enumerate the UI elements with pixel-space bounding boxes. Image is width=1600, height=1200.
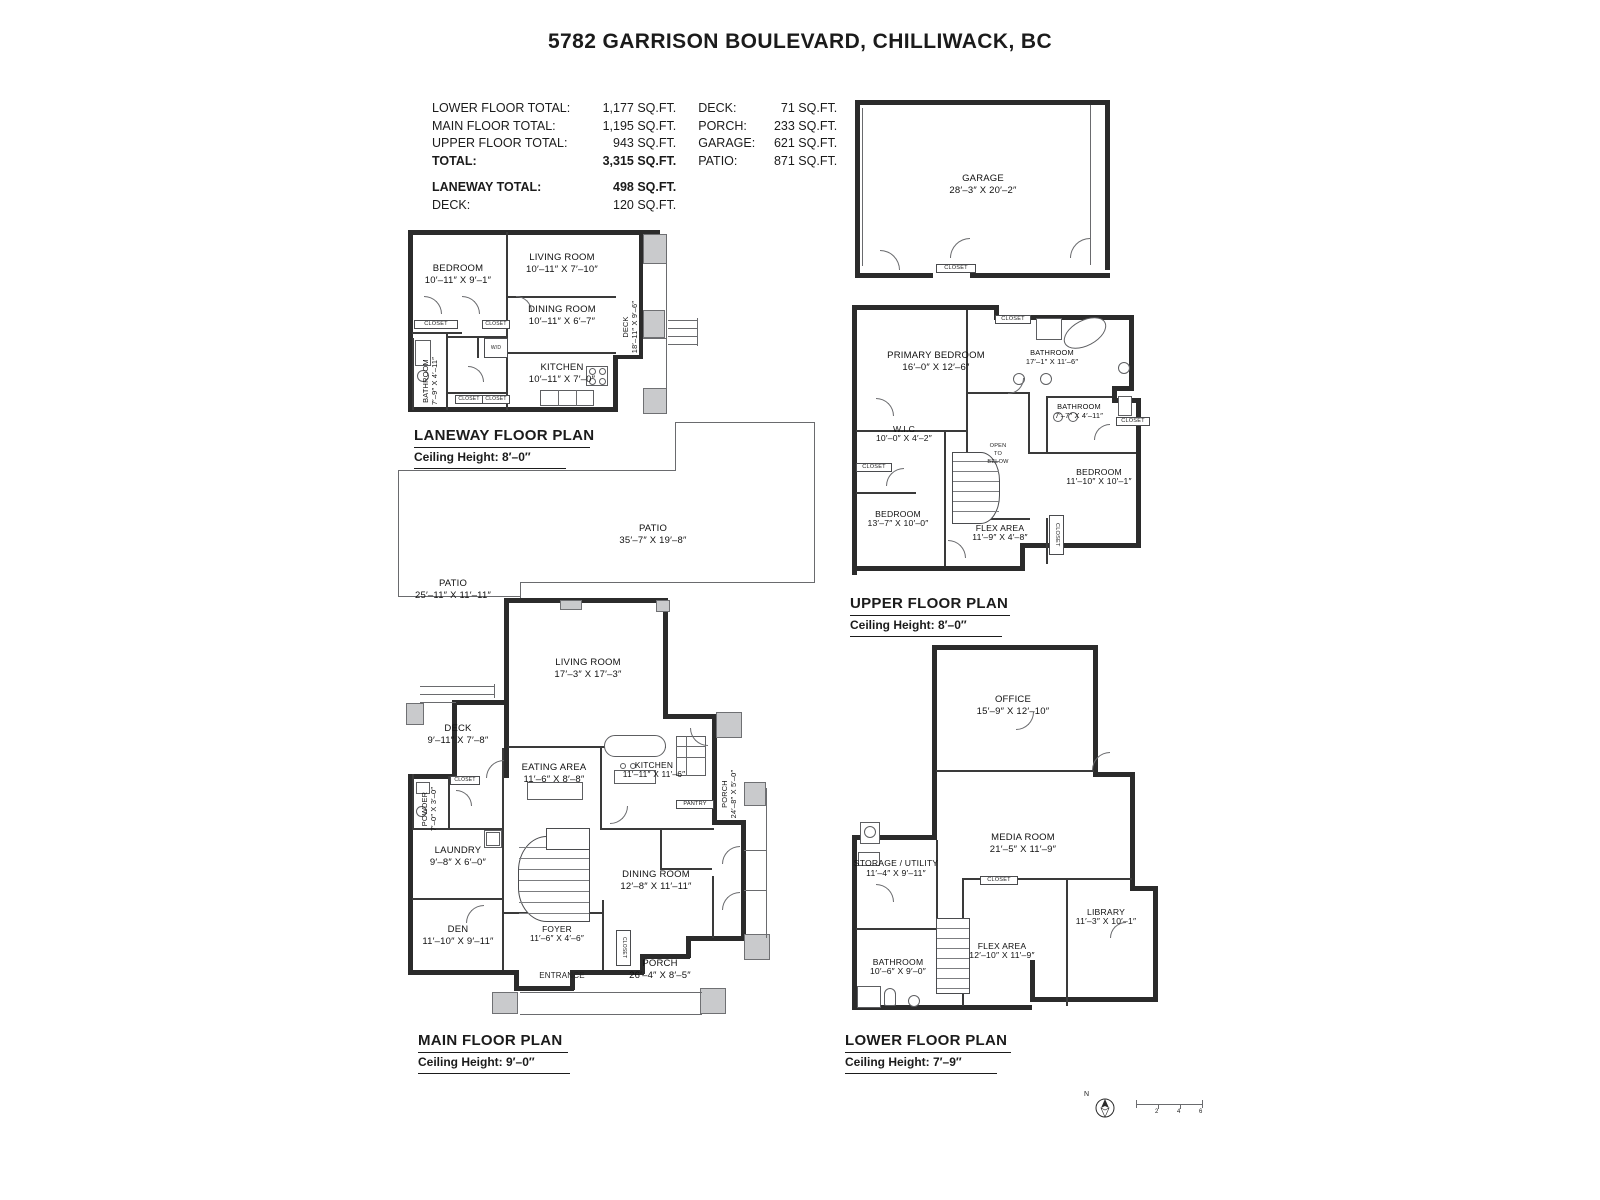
room-deck: DECK 18′–11″ X 9′–6″ xyxy=(621,300,639,354)
summary-value: 1,177 SQ.FT. xyxy=(602,101,677,115)
closet-label: CLOSET xyxy=(995,315,1031,324)
summary-value: 498 SQ.FT. xyxy=(613,180,677,194)
closet-label: CLOSET xyxy=(616,930,631,966)
lower-plan-title: LOWER FLOOR PLAN xyxy=(845,1032,1008,1049)
open-to-below-label: OPEN TO BELOW xyxy=(987,443,1009,465)
room-bathroom-primary: BATHROOM 17′–1″ X 11′–6″ xyxy=(1025,348,1079,366)
room-living: LIVING ROOM 10′–11″ X 7′–10″ xyxy=(526,252,598,275)
closet-label: CLOSET xyxy=(482,320,510,329)
main-plan-ceiling: Ceiling Height: 9′–0″ xyxy=(418,1055,535,1069)
lower-plan-ceiling: Ceiling Height: 7′–9″ xyxy=(845,1055,962,1069)
closet-label: CLOSET xyxy=(936,264,976,273)
entrance-label: ENTRANCE xyxy=(539,971,585,980)
room-library: LIBRARY 11′–3″ X 10′–1″ xyxy=(1075,907,1137,926)
closet-label: CLOSET xyxy=(1049,515,1064,555)
summary-value: 871 SQ.FT. xyxy=(773,153,838,168)
page-title: 5782 GARRISON BOULEVARD, CHILLIWACK, BC xyxy=(547,30,1053,53)
laneway-plan-title: LANEWAY FLOOR PLAN xyxy=(414,427,595,444)
compass-north-label: N xyxy=(1084,1091,1090,1098)
summary-value: 621 SQ.FT. xyxy=(773,136,838,150)
closet-label: CLOSET xyxy=(980,876,1018,885)
room-deck-main: DECK 9′–11″ X 7′–8″ xyxy=(427,723,489,746)
summary-value: 1,195 SQ.FT. xyxy=(602,118,677,133)
room-bedroom-3: BEDROOM 13′–7″ X 10′–0″ xyxy=(867,509,929,528)
room-powder: POWDER 7′–0″ X 3′–0″ xyxy=(420,786,438,832)
summary-label: DECK: xyxy=(432,197,471,212)
room-living-main: LIVING ROOM 17′–3″ X 17′–3″ xyxy=(554,657,622,680)
room-dining-main: DINING ROOM 12′–8″ X 11′–11″ xyxy=(620,869,692,892)
summary-value: 120 SQ.FT. xyxy=(613,197,677,212)
room-flex-area-lower: FLEX AREA 12′–10″ X 11′–9″ xyxy=(969,941,1035,960)
room-kitchen-main: KITCHEN 11′–11″ X 11′–6″ xyxy=(622,760,686,779)
summary-label: GARAGE: xyxy=(698,136,756,150)
closet-label: CLOSET xyxy=(856,463,892,472)
room-office: OFFICE 15′–9″ X 12′–10″ xyxy=(976,694,1050,717)
scale-tick-2: 2 xyxy=(1155,1109,1159,1115)
summary-label: PATIO: xyxy=(698,153,738,168)
summary-value: 233 SQ.FT. xyxy=(773,118,838,133)
room-garage: GARAGE 28′–3″ X 20′–2″ xyxy=(949,173,1017,196)
room-eating-area: EATING AREA 11′–6″ X 8′–8″ xyxy=(521,762,587,785)
room-dining: DINING ROOM 10′–11″ X 6′–7″ xyxy=(528,304,596,327)
room-bathroom-second: BATHROOM 7′–7″ X 4′–11″ xyxy=(1054,402,1104,420)
summary-label: DECK: xyxy=(698,101,737,115)
summary-label: UPPER FLOOR TOTAL: xyxy=(432,136,568,150)
summary-label: TOTAL: xyxy=(432,153,477,168)
room-patio-large: PATIO 35′–7″ X 19′–8″ xyxy=(619,523,687,546)
room-flex-area-upper: FLEX AREA 11′–9″ X 4′–8″ xyxy=(972,523,1028,542)
room-kitchen: KITCHEN 10′–11″ X 7′–0″ xyxy=(528,362,596,385)
room-den: DEN 11′–10″ X 9′–11″ xyxy=(422,924,494,947)
summary-value: 3,315 SQ.FT. xyxy=(602,153,677,168)
main-plan-title: MAIN FLOOR PLAN xyxy=(418,1032,563,1049)
closet-label: CLOSET xyxy=(482,395,510,404)
room-porch-side: PORCH 24′–8″ X 5′–0″ xyxy=(720,769,738,819)
room-bedroom-2: BEDROOM 11′–10″ X 10′–1″ xyxy=(1066,467,1132,486)
room-bathroom-lower: BATHROOM 10′–6″ X 9′–0″ xyxy=(869,957,927,976)
closet-label: CLOSET xyxy=(1116,417,1150,426)
upper-plan-ceiling: Ceiling Height: 8′–0″ xyxy=(850,618,967,632)
summary-value: 71 SQ.FT. xyxy=(780,101,838,115)
laneway-plan-ceiling: Ceiling Height: 8′–0″ xyxy=(414,450,531,464)
room-bedroom: BEDROOM 10′–11″ X 9′–1″ xyxy=(424,263,492,286)
scale-tick-6: 6 xyxy=(1199,1109,1203,1115)
pantry-label: PANTRY xyxy=(676,800,714,809)
closet-label: CLOSET xyxy=(450,776,480,785)
summary-value: 943 SQ.FT. xyxy=(613,136,677,150)
room-walk-in-closet: W.I.C 10′–0″ X 4′–2″ xyxy=(875,424,933,443)
room-storage-utility: STORAGE / UTILITY 11′–4″ X 9′–11″ xyxy=(853,858,939,878)
room-foyer: FOYER 11′–6″ X 4′–6″ xyxy=(529,924,585,943)
area-summary xyxy=(432,100,837,214)
closet-label: CLOSET xyxy=(414,320,458,329)
compass-icon xyxy=(1090,1095,1120,1121)
room-patio-small: PATIO 25′–11″ X 11′–11″ xyxy=(414,578,492,601)
room-laundry: LAUNDRY 9′–8″ X 6′–0″ xyxy=(429,845,487,868)
room-porch-front: PORCH 26′–4″ X 8′–5″ xyxy=(629,958,691,981)
summary-label: LANEWAY TOTAL: xyxy=(432,180,542,194)
room-bathroom: BATHROOM 7′–9″ X 4′–11″ xyxy=(421,356,439,406)
upper-plan-title: UPPER FLOOR PLAN xyxy=(850,595,1009,612)
summary-label: LOWER FLOOR TOTAL: xyxy=(432,101,571,115)
compass-rose xyxy=(1084,1091,1120,1126)
room-primary-bedroom: PRIMARY BEDROOM 16′–0″ X 12′–6″ xyxy=(887,350,985,373)
washer-dryer-label: W/D xyxy=(484,338,508,358)
scale-tick-4: 4 xyxy=(1177,1109,1181,1115)
summary-label: MAIN FLOOR TOTAL: xyxy=(432,118,556,133)
closet-label: CLOSET xyxy=(455,395,483,404)
summary-label: PORCH: xyxy=(698,118,747,133)
room-media: MEDIA ROOM 21′–5″ X 11′–9″ xyxy=(989,832,1057,855)
